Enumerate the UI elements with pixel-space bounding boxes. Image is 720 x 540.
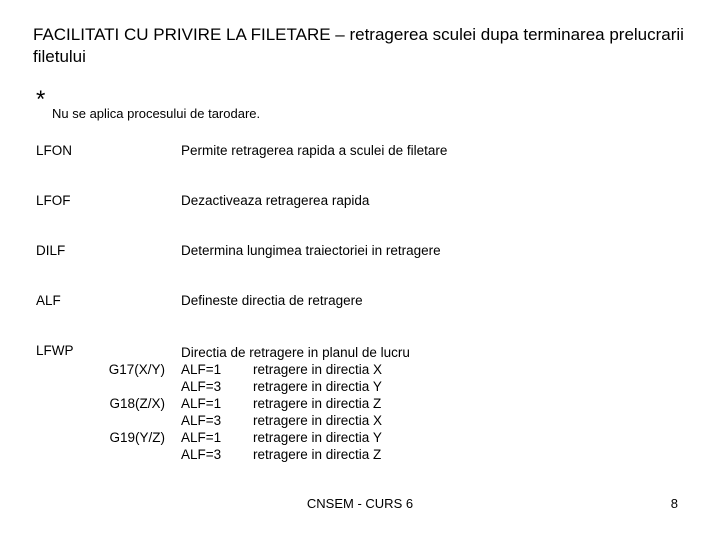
- alf-value: ALF=3: [181, 379, 222, 394]
- code-lfon: LFON: [36, 143, 73, 158]
- direction-text: retragere in directia Z: [253, 447, 382, 462]
- footer-course: CNSEM - CURS 6: [306, 496, 414, 511]
- code-lfof: LFOF: [36, 193, 71, 208]
- page-number: 8: [670, 496, 678, 511]
- asterisk-icon: *: [36, 86, 46, 113]
- desc-lfof: Dezactiveaza retragerea rapida: [181, 193, 370, 208]
- desc-alf: Defineste directia de retragere: [181, 293, 363, 308]
- note-text: Nu se aplica procesului de tarodare.: [52, 106, 261, 121]
- alf-value: ALF=3: [181, 447, 222, 462]
- lfwp-heading: Directia de retragere in planul de lucru: [181, 345, 410, 360]
- desc-dilf: Determina lungimea traiectoriei in retragere: [181, 243, 441, 258]
- page-title: FACILITATI CU PRIVIRE LA FILETARE – retragerea sculei dupa terminarea prelucrarii filetului: [33, 25, 684, 66]
- direction-text: retragere in directia Z: [253, 396, 382, 411]
- code-dilf: DILF: [36, 243, 66, 258]
- plane-label: G18(Z/X): [109, 396, 165, 411]
- alf-value: ALF=1: [181, 396, 222, 411]
- alf-value: ALF=1: [181, 362, 222, 377]
- alf-value: ALF=3: [181, 413, 222, 428]
- direction-text: retragere in directia Y: [253, 379, 382, 394]
- code-alf: ALF: [36, 293, 61, 308]
- direction-text: retragere in directia X: [253, 413, 383, 428]
- direction-text: retragere in directia X: [253, 362, 383, 377]
- plane-label: G19(Y/Z): [109, 430, 165, 445]
- direction-text: retragere in directia Y: [253, 430, 382, 445]
- desc-lfon: Permite retragerea rapida a sculei de filetare: [181, 143, 448, 158]
- alf-value: ALF=1: [181, 430, 222, 445]
- plane-label: G17(X/Y): [108, 362, 165, 377]
- code-lfwp: LFWP: [36, 343, 74, 358]
